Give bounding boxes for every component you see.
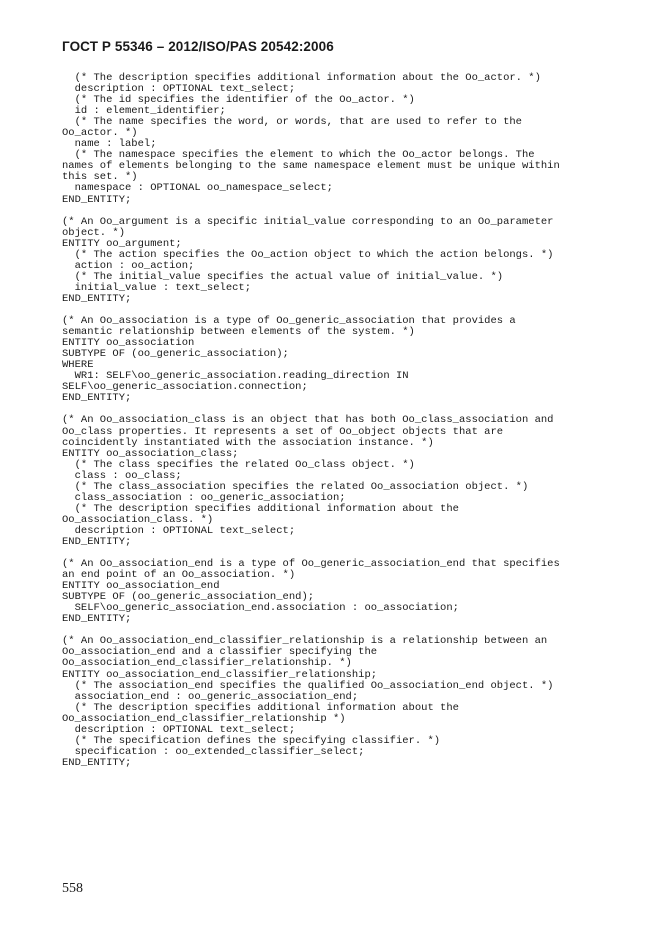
code-line: SELF\oo_generic_association_end.association : oo_association; bbox=[62, 602, 459, 615]
page-number: 558 bbox=[62, 881, 83, 896]
code-line: WHERE bbox=[62, 359, 94, 372]
code-line: object. *) bbox=[62, 226, 126, 239]
code-line: ENTITY oo_association_end bbox=[62, 580, 220, 593]
code-line: Oo_association_end and a classifier specifying the bbox=[62, 646, 378, 659]
code-line: SELF\oo_generic_association.connection; bbox=[62, 381, 308, 394]
code-line: (* The association_end specifies the qualified Oo_association_end object. *) bbox=[62, 679, 554, 692]
code-line: ENTITY oo_association_class; bbox=[62, 447, 239, 460]
code-line: (* The specification defines the specifying classifier. *) bbox=[62, 734, 441, 747]
code-line: (* An Oo_argument is a specific initial_value corresponding to an Oo_parameter bbox=[62, 215, 554, 228]
code-line: Oo_actor. *) bbox=[62, 127, 138, 140]
code-line: END_ENTITY; bbox=[62, 392, 132, 405]
code-line: class : oo_class; bbox=[62, 469, 182, 482]
code-line: (* The namespace specifies the element to which the Oo_actor belongs. The bbox=[62, 149, 535, 162]
code-line: names of elements belonging to the same namespace element must be unique within bbox=[62, 160, 560, 173]
code-line: Oo_class properties. It represents a set of Oo_object objects that are bbox=[62, 425, 504, 438]
code-line: WR1: SELF\oo_generic_association.reading_direction IN bbox=[62, 370, 409, 383]
code-line: name : label; bbox=[62, 138, 157, 151]
code-line: END_ENTITY; bbox=[62, 292, 132, 305]
code-line: association_end : oo_generic_association_end; bbox=[62, 690, 359, 703]
code-line: (* The class specifies the related Oo_class object. *) bbox=[62, 458, 415, 471]
code-line: an end point of an Oo_association. *) bbox=[62, 569, 296, 582]
code-line: specification : oo_extended_classifier_select; bbox=[62, 745, 365, 758]
code-line bbox=[62, 206, 622, 217]
code-line: (* The initial_value specifies the actual value of initial_value. *) bbox=[62, 270, 504, 283]
code-line: action : oo_action; bbox=[62, 259, 195, 272]
express-code-block bbox=[62, 73, 622, 769]
code-line: this set. *) bbox=[62, 171, 138, 184]
document-header: ГОСТ Р 55346 – 2012/ISO/PAS 20542:2006 bbox=[62, 39, 334, 54]
code-line: (* The name specifies the word, or words, that are used to refer to the bbox=[62, 116, 522, 129]
code-line: (* The description specifies additional information about the bbox=[62, 701, 459, 714]
code-line: END_ENTITY; bbox=[62, 193, 132, 206]
code-line: (* The class_association specifies the related Oo_association object. *) bbox=[62, 480, 529, 493]
code-line: ENTITY oo_association bbox=[62, 337, 195, 350]
code-line: Oo_association_class. *) bbox=[62, 513, 214, 526]
code-line: SUBTYPE OF (oo_generic_association_end); bbox=[62, 591, 315, 604]
code-line: Oo_association_end_classifier_relationship *) bbox=[62, 712, 346, 725]
code-line: semantic relationship between elements of the system. *) bbox=[62, 326, 415, 339]
code-line: END_ENTITY; bbox=[62, 756, 132, 769]
code-line: description : OPTIONAL text_select; bbox=[62, 524, 296, 537]
code-line: (* The id specifies the identifier of the Oo_actor. *) bbox=[62, 94, 415, 107]
code-line: Oo_association_end_classifier_relationship. *) bbox=[62, 657, 352, 670]
code-line: SUBTYPE OF (oo_generic_association); bbox=[62, 348, 289, 361]
code-line: ENTITY oo_association_end_classifier_relationship; bbox=[62, 668, 378, 681]
code-line: (* An Oo_association_end_classifier_relationship is a relationship between an bbox=[62, 635, 548, 648]
code-line: END_ENTITY; bbox=[62, 535, 132, 548]
code-line: (* An Oo_association_class is an object that has both Oo_class_association and bbox=[62, 414, 554, 427]
code-line: (* The action specifies the Oo_action object to which the action belongs. *) bbox=[62, 248, 554, 261]
code-line: initial_value : text_select; bbox=[62, 281, 252, 294]
code-line: description : OPTIONAL text_select; bbox=[62, 723, 296, 736]
code-line: description : OPTIONAL text_select; bbox=[62, 83, 296, 96]
code-line: (* An Oo_association is a type of Oo_generic_association that provides a bbox=[62, 315, 516, 328]
code-line: END_ENTITY; bbox=[62, 613, 132, 626]
code-line: id : element_identifier; bbox=[62, 105, 226, 118]
code-line: (* The description specifies additional information about the Oo_actor. *) bbox=[62, 72, 541, 84]
code-line: (* An Oo_association_end is a type of Oo_generic_association_end that specifies bbox=[62, 558, 560, 571]
code-line: ENTITY oo_argument; bbox=[62, 237, 182, 250]
code-line: class_association : oo_generic_association; bbox=[62, 491, 346, 504]
code-line: coincidently instantiated with the association instance. *) bbox=[62, 436, 434, 449]
code-line: namespace : OPTIONAL oo_namespace_select; bbox=[62, 182, 333, 195]
code-line: (* The description specifies additional information about the bbox=[62, 502, 459, 515]
